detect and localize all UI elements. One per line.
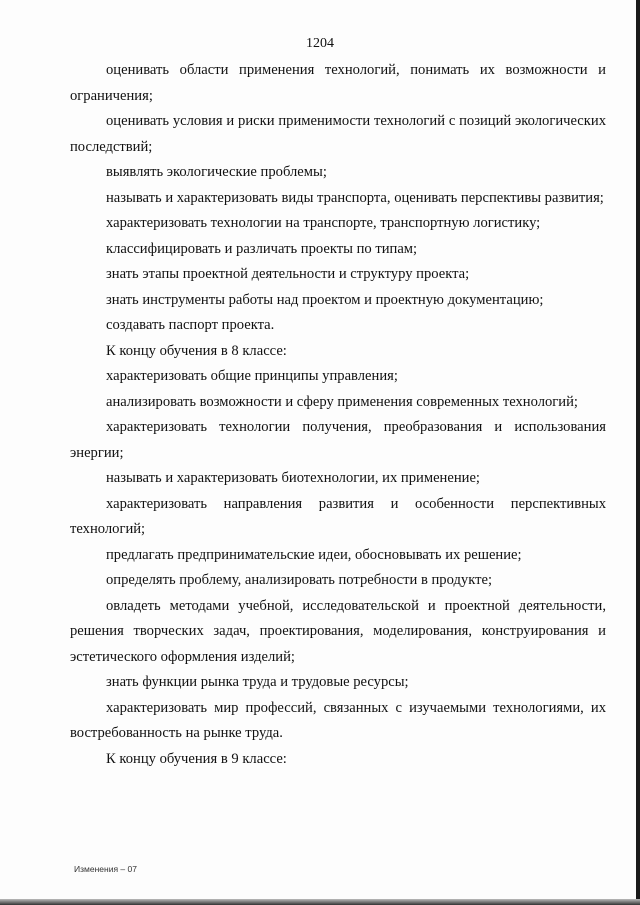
page-number: 1204 (306, 36, 334, 51)
paragraph: характеризовать технологии на транспорте, транспортную логистику; (106, 215, 541, 231)
paragraph: оценивать области применения технологий, понимать их возможности и ограничения; (70, 62, 606, 104)
section-heading-grade-9: К концу обучения в 9 классе: (106, 750, 287, 767)
paragraph: характеризовать технологии получения, преобразования и использования энергии; (70, 419, 606, 461)
paragraph: оценивать условия и риски применимости технологий с позиций экологических последствий; (70, 113, 606, 155)
scan-edge-bottom (0, 899, 640, 905)
paragraph: характеризовать направления развития и особенности перспективных технологий; (70, 495, 606, 537)
section-heading-grade-8: К концу обучения в 8 классе: (106, 342, 287, 359)
paragraph: анализировать возможности и сферу применения современных технологий; (106, 393, 578, 410)
paragraph: предлагать предпринимательские идеи, обосновывать их решение; (106, 546, 522, 563)
paragraph: называть и характеризовать виды транспорта, оценивать перспективы развития; (106, 189, 604, 206)
paragraph: классифицировать и различать проекты по типам; (106, 240, 418, 257)
paragraph: выявлять экологические проблемы; (106, 164, 327, 180)
scan-edge-right (636, 0, 640, 905)
paragraph: знать функции рынка труда и трудовые ресурсы; (106, 674, 409, 690)
paragraph: овладеть методами учебной, исследовательской и проектной деятельности, решения творческих задач, проектирования, моделирования, конструирования и эстетического оформления изделий; (70, 597, 606, 665)
document-body (70, 58, 606, 772)
footer-amendment-note: Изменения – 07 (74, 864, 137, 874)
paragraph: знать инструменты работы над проектом и проектную документацию; (106, 291, 544, 308)
paragraph: знать этапы проектной деятельности и структуру проекта; (106, 266, 470, 282)
paragraph: создавать паспорт проекта. (106, 317, 275, 333)
paragraph: характеризовать мир профессий, связанных с изучаемыми технологиями, их востребованность на рынке труда. (70, 699, 606, 741)
paragraph: определять проблему, анализировать потребности в продукте; (106, 572, 492, 588)
paragraph: называть и характеризовать биотехнологии, их применение; (106, 470, 480, 486)
paragraph: характеризовать общие принципы управления; (106, 368, 398, 384)
